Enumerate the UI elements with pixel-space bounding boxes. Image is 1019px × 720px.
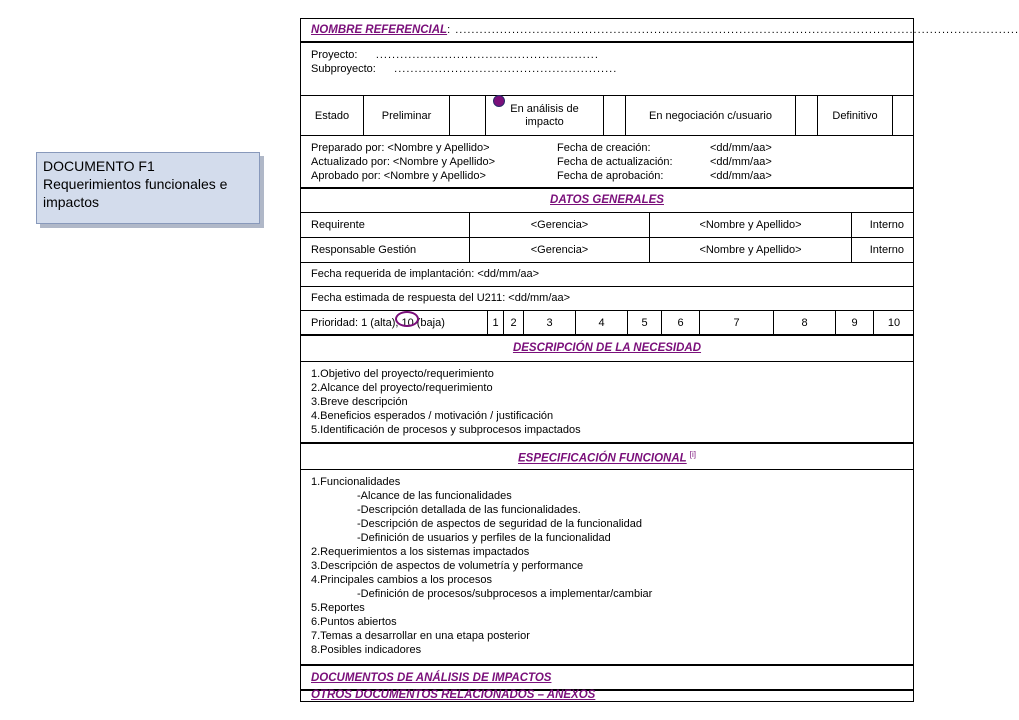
list-item: 3.Breve descripción	[311, 396, 408, 408]
list-item: 6.Puntos abiertos	[311, 616, 397, 628]
fecha-estimada[interactable]: Fecha estimada de respuesta del U211: <dd/mm/aa>	[311, 292, 571, 304]
selected-status-dot	[493, 95, 505, 107]
prioridad-option[interactable]: 3	[523, 311, 575, 334]
nombre-referencial-label: NOMBRE REFERENCIAL	[311, 24, 448, 36]
requirente-row	[301, 213, 913, 238]
requirente-tipo: Interno	[851, 213, 914, 237]
fecha-creacion-label: Fecha de creación:	[557, 142, 651, 154]
especificacion-list	[311, 475, 652, 657]
fecha-estimada-row	[301, 287, 913, 311]
responsables-names	[311, 141, 495, 183]
prioridad-option[interactable]: 8	[773, 311, 835, 334]
datos-generales-header	[301, 189, 913, 213]
responsable-gestion-label: Responsable Gestión	[311, 244, 417, 256]
estado-checkbox-definitivo[interactable]	[892, 96, 914, 135]
proyecto-field[interactable]: .......................................................	[375, 49, 599, 61]
prioridad-option[interactable]: 9	[835, 311, 873, 334]
priority-circle-mark	[395, 311, 419, 327]
responsables-dates-values	[710, 141, 772, 183]
list-item: 4.Beneficios esperados / motivación / justificación	[311, 410, 554, 422]
requirente-nombre[interactable]: <Nombre y Apellido>	[649, 213, 851, 237]
estado-row	[301, 96, 913, 136]
proyecto-row	[301, 43, 913, 96]
estado-option-definitivo: Definitivo	[817, 96, 892, 135]
prioridad-option[interactable]: 2	[503, 311, 523, 334]
responsable-gestion-row	[301, 238, 913, 263]
list-item: 7.Temas a desarrollar en una etapa posterior	[311, 630, 530, 642]
subproyecto-label: Subproyecto:	[311, 63, 376, 75]
estado-option-analisis: En análisis de impacto	[485, 96, 603, 135]
responsable-gestion-gerencia[interactable]: <Gerencia>	[469, 238, 649, 262]
estado-checkbox-negociacion[interactable]	[795, 96, 817, 135]
list-item: 3.Descripción de aspectos de volumetría y performance	[311, 560, 584, 572]
descripcion-body	[301, 362, 913, 444]
requirente-label: Requirente	[311, 219, 365, 231]
descripcion-list	[311, 367, 581, 437]
list-item: 1.Objetivo del proyecto/requerimiento	[311, 368, 494, 380]
prioridad-row	[301, 311, 913, 336]
datos-generales-title: DATOS GENERALES	[550, 194, 664, 206]
actualizado-por: Actualizado por: <Nombre y Apellido>	[311, 156, 496, 168]
documentos-impactos-title[interactable]: DOCUMENTOS DE ANÁLISIS DE IMPACTOS	[311, 672, 552, 684]
requirente-gerencia[interactable]: <Gerencia>	[469, 213, 649, 237]
fecha-requerida[interactable]: Fecha requerida de implantación: <dd/mm/aa>	[311, 268, 540, 280]
responsable-gestion-tipo: Interno	[851, 238, 914, 262]
list-item: -Definición de procesos/subprocesos a implementar/cambiar	[357, 588, 653, 600]
nombre-referencial-field[interactable]: : ...........................................................................................................................................	[447, 24, 1019, 36]
prioridad-option[interactable]: 4	[575, 311, 627, 334]
fecha-creacion-value[interactable]: <dd/mm/aa>	[710, 142, 772, 154]
estado-option-negociacion: En negociación c/usuario	[625, 96, 795, 135]
callout-subtitle: Requerimientos funcionales e impactos	[43, 176, 228, 210]
estado-checkbox-analisis[interactable]	[603, 96, 625, 135]
list-item: 5.Identificación de procesos y subprocesos impactados	[311, 424, 581, 436]
list-item: 8.Posibles indicadores	[311, 644, 422, 656]
fecha-actualizacion-value[interactable]: <dd/mm/aa>	[710, 156, 772, 168]
fecha-aprobacion-value[interactable]: <dd/mm/aa>	[710, 170, 772, 182]
responsables-row	[301, 136, 913, 189]
proyecto-label: Proyecto:	[311, 49, 358, 61]
aprobado-por: Aprobado por: <Nombre y Apellido>	[311, 170, 486, 182]
otros-documentos-title[interactable]: OTROS DOCUMENTOS RELACIONADOS – ANEXOS	[311, 689, 596, 701]
preparado-por: Preparado por: <Nombre y Apellido>	[311, 142, 490, 154]
otros-documentos-row	[301, 691, 913, 703]
list-item: 5.Reportes	[311, 602, 365, 614]
fecha-aprobacion-label: Fecha de aprobación:	[557, 170, 664, 182]
list-item: 2.Alcance del proyecto/requerimiento	[311, 382, 493, 394]
prioridad-option[interactable]: 1	[487, 311, 503, 334]
fecha-actualizacion-label: Fecha de actualización:	[557, 156, 673, 168]
list-item: 2.Requerimientos a los sistemas impactados	[311, 546, 530, 558]
callout-title: DOCUMENTO F1	[43, 158, 155, 174]
especificacion-body	[301, 470, 913, 666]
list-item: -Alcance de las funcionalidades	[357, 490, 512, 502]
prioridad-option[interactable]: 10	[873, 311, 914, 334]
list-item: 1.Funcionalidades	[311, 476, 401, 488]
responsables-dates-labels	[557, 141, 673, 183]
estado-checkbox-preliminar[interactable]	[449, 96, 485, 135]
prioridad-option[interactable]: 7	[699, 311, 773, 334]
descripcion-header	[301, 336, 913, 362]
list-item: -Descripción de aspectos de seguridad de la funcionalidad	[357, 518, 642, 530]
subproyecto-field[interactable]: .......................................................	[394, 63, 618, 75]
documentos-impactos-row	[301, 666, 913, 691]
requirements-form	[300, 18, 1019, 702]
especificacion-header	[301, 444, 913, 470]
nombre-referencial-row	[301, 19, 1019, 43]
prioridad-label: Prioridad: 1 (alta), 10 (baja)	[311, 316, 445, 329]
responsable-gestion-nombre[interactable]: <Nombre y Apellido>	[649, 238, 851, 262]
list-item: -Definición de usuarios y perfiles de la funcionalidad	[357, 532, 611, 544]
fecha-requerida-row	[301, 263, 913, 287]
prioridad-option[interactable]: 6	[661, 311, 699, 334]
descripcion-title: DESCRIPCIÓN DE LA NECESIDAD	[512, 342, 702, 354]
especificacion-title: ESPECIFICACIÓN FUNCIONAL	[518, 452, 687, 465]
list-item: -Descripción detallada de las funcionalidades.	[357, 504, 581, 516]
footnote-link[interactable]: [i]	[689, 450, 696, 459]
list-item: 4.Principales cambios a los procesos	[311, 574, 492, 586]
document-callout	[36, 152, 260, 224]
estado-option-preliminar: Preliminar	[363, 96, 449, 135]
prioridad-option[interactable]: 5	[627, 311, 661, 334]
estado-label: Estado	[314, 109, 350, 122]
